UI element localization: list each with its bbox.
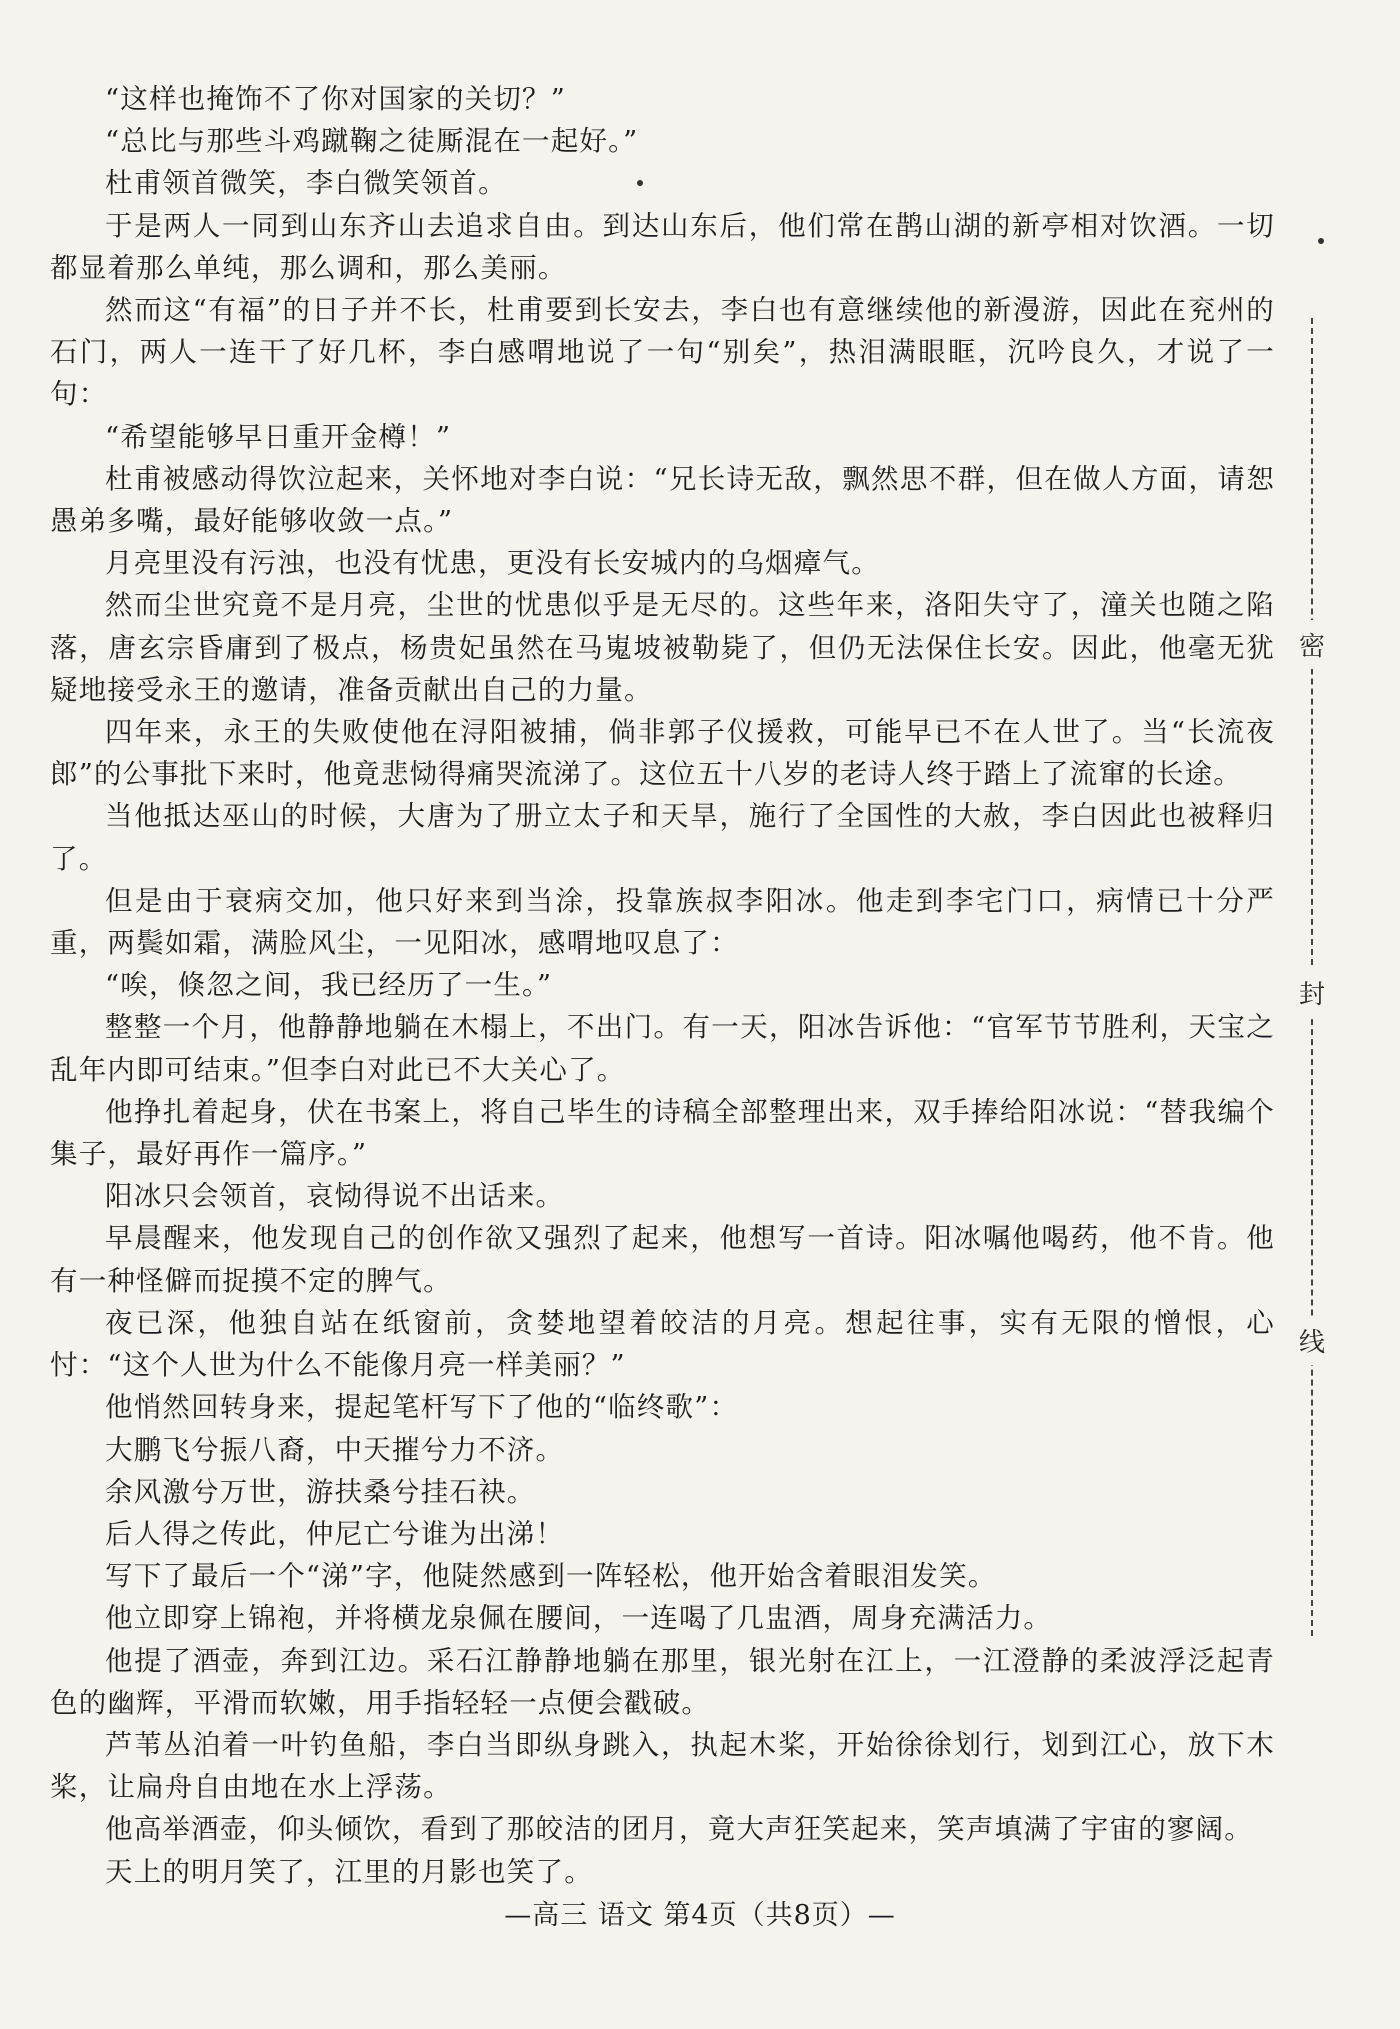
paragraph: 于是两人一同到山东齐山去追求自由。到达山东后，他们常在鹊山湖的新亭相对饮酒。一切都显着那么单纯，那么调和，那么美丽。 bbox=[50, 209, 1275, 284]
paragraph: 整整一个月，他静静地躺在木榻上，不出门。有一天，阳冰告诉他：“官军节节胜利，天宝之乱年内即可结束。”但李白对此已不大关心了。 bbox=[50, 1011, 1275, 1086]
paragraph: “这样也掩饰不了你对国家的关切？” bbox=[105, 83, 567, 115]
paragraph: 他提了酒壶，奔到江边。采石江静静地躺在那里，银光射在江上，一江澄静的柔波浮泛起青色的幽辉，平滑而软嫩，用手指轻轻一点便会戳破。 bbox=[50, 1644, 1275, 1719]
paragraph: 写下了最后一个“涕”字，他陡然感到一阵轻松，他开始含着眼泪发笑。 bbox=[105, 1560, 997, 1593]
page-footer: —高三 语文 第4页（共8页）— bbox=[504, 1900, 896, 1931]
paragraph: 阳冰只会领首，哀恸得说不出话来。 bbox=[105, 1180, 565, 1213]
paragraph: 大鹏飞兮振八裔，中天摧兮力不济。 bbox=[105, 1433, 565, 1466]
paragraph: 芦苇丛泊着一叶钓鱼船，李白当即纵身跳入，执起木桨，开始徐徐划行，划到江心，放下木桨，让扁舟自由地在水上浮荡。 bbox=[50, 1728, 1275, 1804]
scan-speck bbox=[637, 180, 643, 186]
binding-mark-feng: 封 bbox=[1297, 968, 1327, 1017]
paragraph: 他高举酒壶，仰头倾饮，看到了那皎洁的团月，竟大声狂笑起来，笑声填满了宇宙的寥阔。 bbox=[105, 1813, 1253, 1846]
paragraph: “希望能够早日重开金樽！” bbox=[105, 420, 452, 453]
paragraph: 后人得之传此，仲尼亡兮谁为出涕！ bbox=[105, 1517, 565, 1550]
paragraph: “总比与那些斗鸡蹴鞠之徒厮混在一起好。” bbox=[105, 125, 639, 158]
paragraph: 但是由于衰病交加，他只好来到当涂，投靠族叔李阳冰。他走到李宅门口，病情已十分严重，两鬓如霜，满脸风尘，一见阳冰，感喟地叹息了： bbox=[50, 884, 1275, 960]
paragraph: 月亮里没有污浊，也没有忧患，更没有长安城内的乌烟瘴气。 bbox=[105, 547, 880, 580]
paragraph: 他悄然回转身来，提起笔杆写下了他的“临终歌”： bbox=[105, 1391, 739, 1424]
paragraph: 当他抵达巫山的时候，大唐为了册立太子和天旱，施行了全国性的大赦，李白因此也被释归了。 bbox=[50, 800, 1275, 875]
paragraph: 他立即穿上锦袍，并将横龙泉佩在腰间，一连喝了几盅酒，周身充满活力。 bbox=[105, 1602, 1053, 1635]
binding-mark-xian: 线 bbox=[1297, 1316, 1327, 1365]
paragraph: 早晨醒来，他发现自己的创作欲又强烈了起来，他想写一首诗。阳冰嘱他喝药，他不肯。他有一种怪僻而捉摸不定的脾气。 bbox=[50, 1222, 1275, 1297]
paragraph: 然而尘世究竟不是月亮，尘世的忧患似乎是无尽的。这些年来，洛阳失守了，潼关也随之陷落，唐玄宗昏庸到了极点，杨贵妃虽然在马嵬坡被勒毙了，但仍无法保住长安。因此，他毫无犹疑地接受永王的邀请，准备贡献出自己的力量。 bbox=[50, 589, 1275, 706]
paragraph: 夜已深，他独自站在纸窗前，贪婪地望着皎洁的月亮。想起往事，实有无限的憎恨，心忖：“这个人世为什么不能像月亮一样美丽？” bbox=[50, 1306, 1275, 1382]
paragraph: 然而这“有福”的日子并不长，杜甫要到长安去，李白也有意继续他的新漫游，因此在兖州的石门，两人一连干了好几杯，李白感喟地说了一句“别矣”，热泪满眼眶，沉吟良久，才说了一句： bbox=[50, 294, 1275, 411]
scan-speck bbox=[1318, 238, 1324, 244]
paragraph: 杜甫领首微笑，李白微笑领首。 bbox=[105, 167, 507, 200]
paragraph: 天上的明月笑了，江里的月影也笑了。 bbox=[105, 1855, 593, 1888]
paragraph: 余风激兮万世，游扶桑兮挂石袂。 bbox=[105, 1475, 536, 1508]
binding-mark-mi: 密 bbox=[1297, 620, 1327, 669]
paragraph: 他挣扎着起身，伏在书案上，将自己毕生的诗稿全部整理出来，双手捧给阳冰说：“替我编个集子，最好再作一篇序。” bbox=[50, 1095, 1275, 1171]
paragraph: 杜甫被感动得饮泣起来，关怀地对李白说：“兄长诗无敌，飘然思不群，但在做人方面，请恕愚弟多嘴，最好能够收敛一点。” bbox=[50, 462, 1275, 538]
paragraph: 四年来，永王的失败使他在浔阳被捕，倘非郭子仪援救，可能早已不在人世了。当“长流夜郎”的公事批下来时，他竟悲恸得痛哭流涕了。这位五十八岁的老诗人终于踏上了流窜的长途。 bbox=[50, 716, 1275, 791]
article-body bbox=[50, 78, 1275, 1893]
paragraph: “唉，倏忽之间，我已经历了一生。” bbox=[105, 969, 553, 1002]
